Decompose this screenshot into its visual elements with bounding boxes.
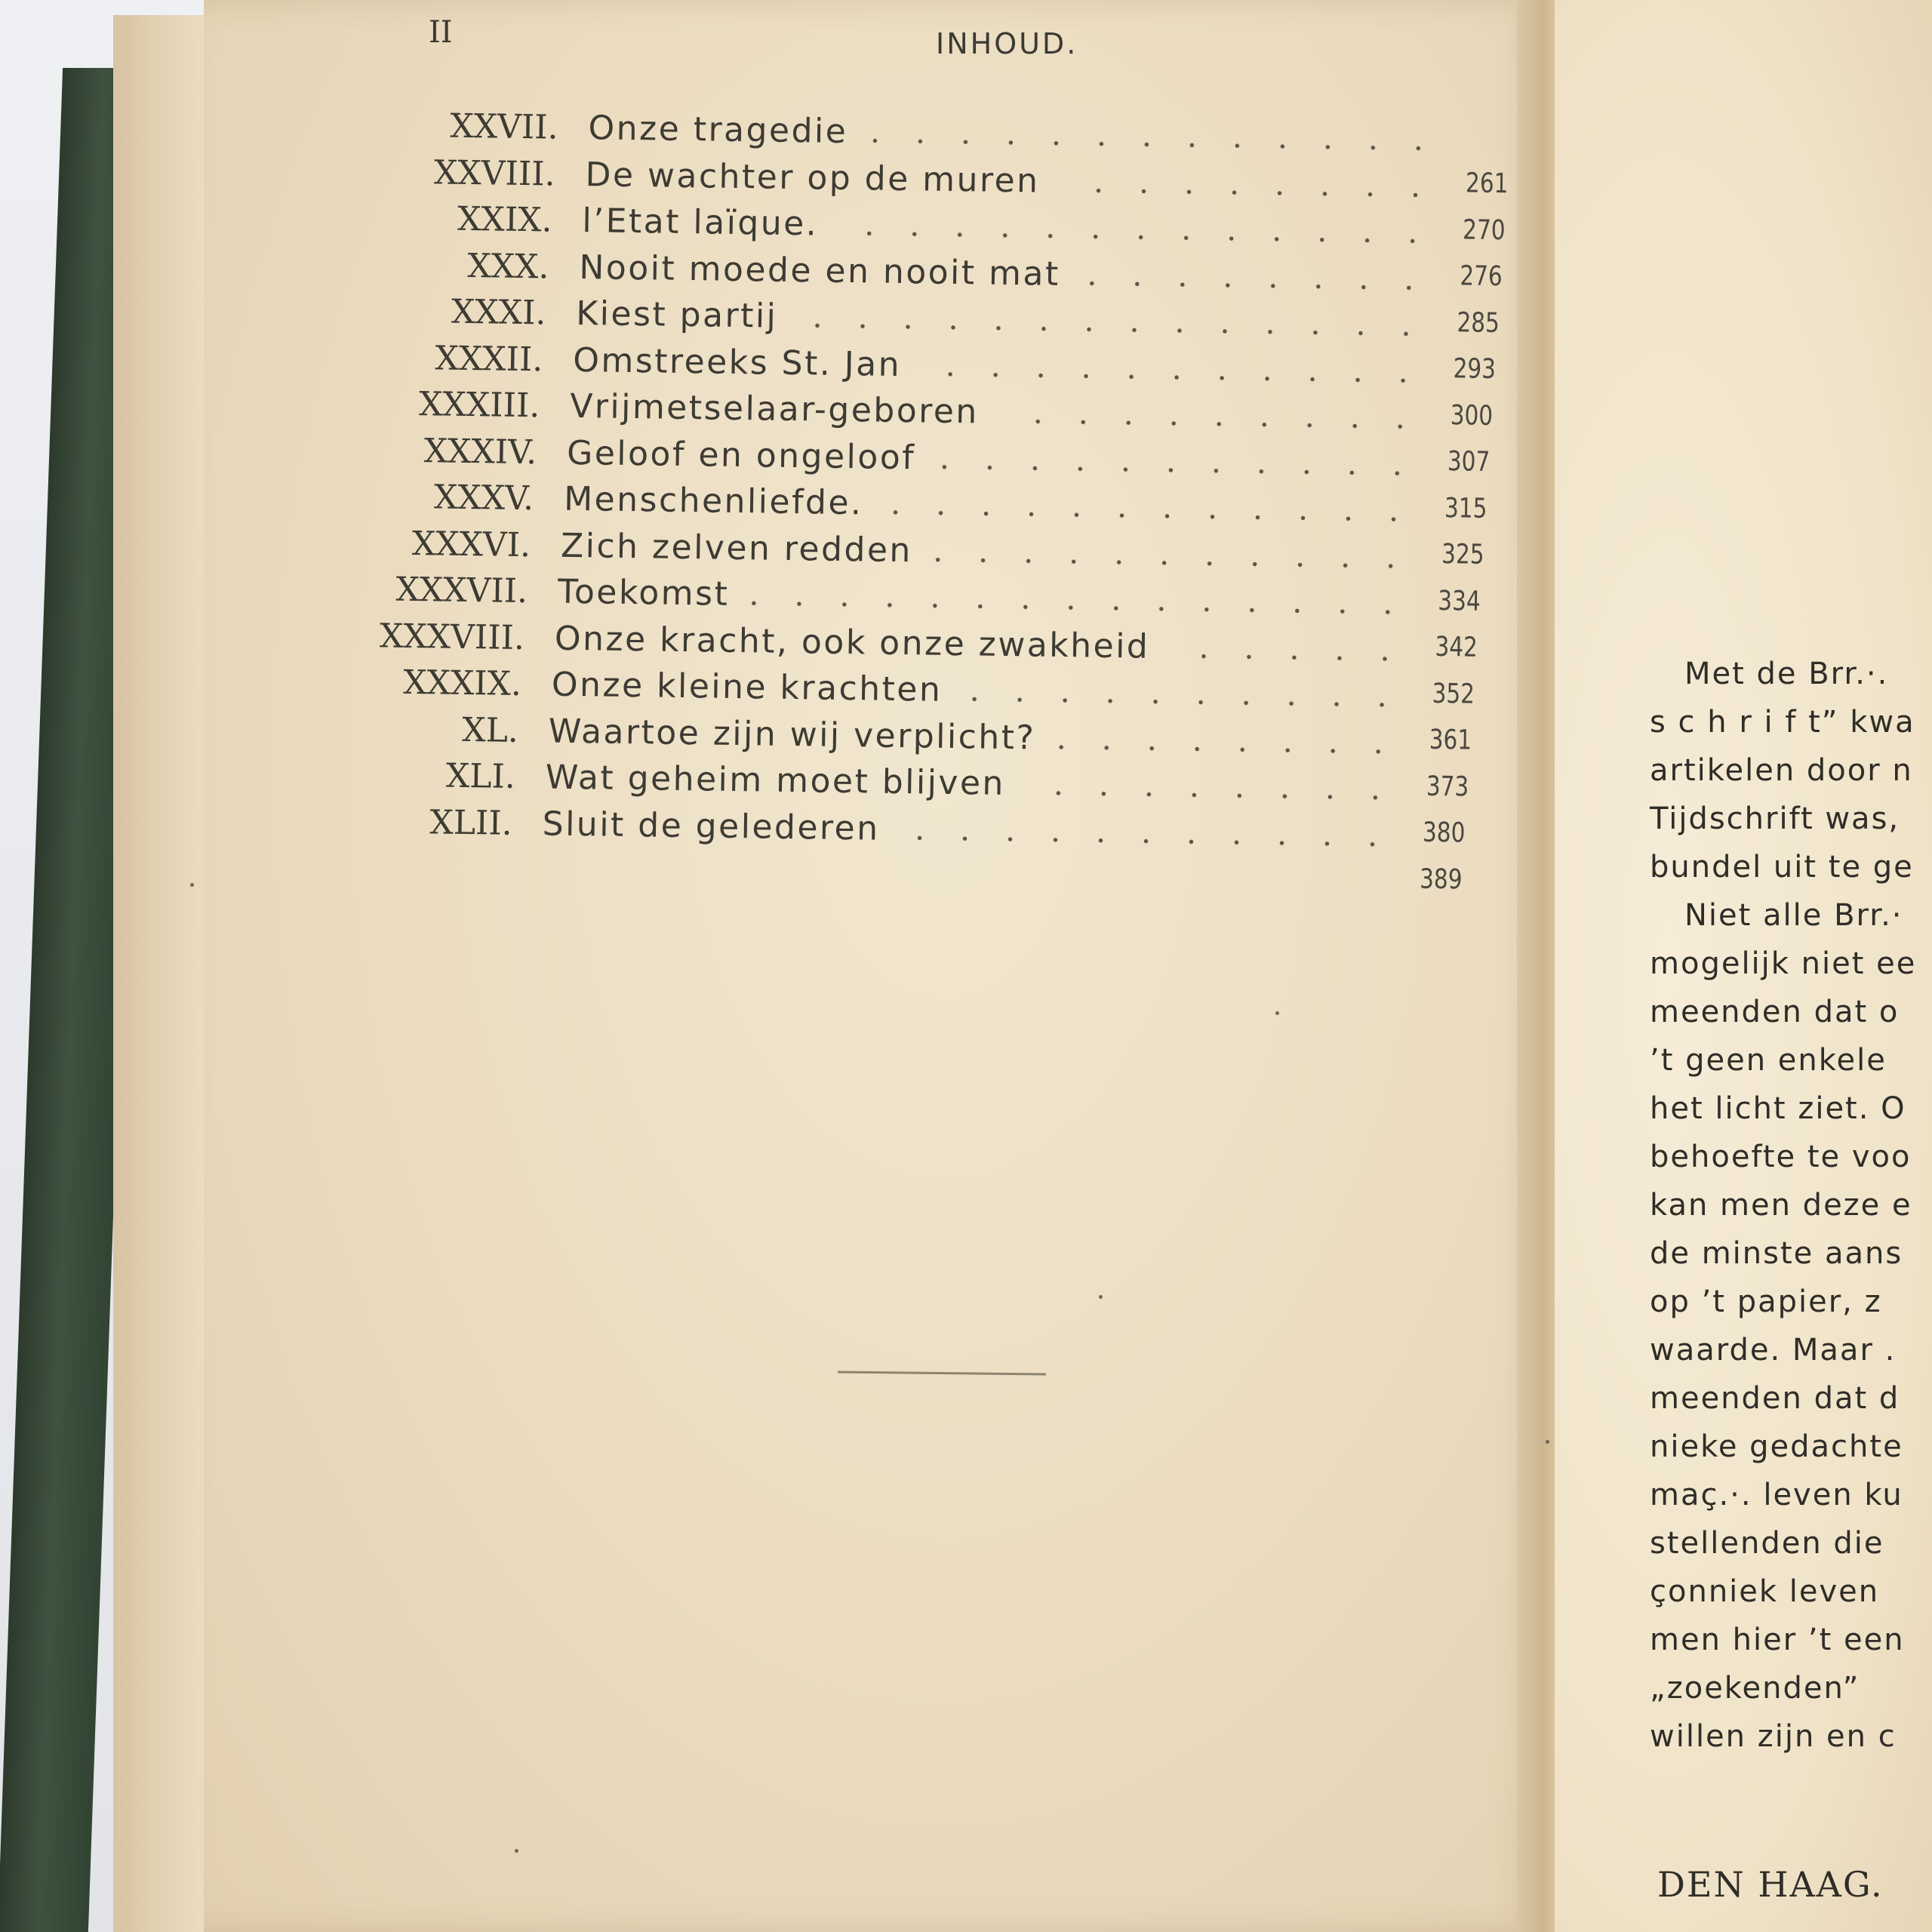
body-text-line: de minste aans (1650, 1236, 1903, 1271)
dot-leader (1023, 790, 1398, 800)
body-text-line: behoefte te voo (1650, 1140, 1912, 1174)
body-text-line: mogelijk niet ee (1650, 946, 1917, 981)
chapter-numeral: XXVII. (450, 106, 558, 147)
chapter-page-number: 315 (1444, 492, 1487, 525)
chapter-title: l’Etat laïque. (582, 202, 819, 244)
body-text-line: meenden dat d (1650, 1381, 1900, 1416)
chapter-page-number: 389 (1420, 863, 1463, 895)
chapter-page-number: 293 (1453, 353, 1497, 386)
chapter-numeral: XXVIII. (433, 152, 555, 194)
chapter-title: Onze kracht, ook onze zwakheid (554, 619, 1150, 666)
dot-leader (934, 464, 1420, 475)
chapter-title: Wat geheim moet blijven (545, 758, 1006, 803)
body-text-line: kan men deze e (1650, 1188, 1912, 1223)
dot-leader (931, 557, 1414, 568)
chapter-title: Waartoe zijn wij verplicht? (548, 712, 1036, 758)
dot-leader (1057, 187, 1438, 197)
body-text-line: willen zijn en c (1650, 1719, 1897, 1754)
paper-speck (190, 883, 194, 887)
chapter-numeral: XL. (461, 710, 519, 750)
chapter-title: Toekomst (557, 572, 730, 614)
chapter-page-number: 261 (1466, 168, 1509, 200)
dot-leader (795, 323, 1429, 337)
dot-leader (1168, 653, 1407, 660)
paper-speck (1546, 1440, 1549, 1444)
paper-speck (1275, 1011, 1279, 1015)
dot-leader (997, 419, 1423, 429)
right-page-text (1650, 657, 1932, 1767)
body-text-line: çonniek leven (1650, 1574, 1880, 1609)
dot-leader (881, 510, 1417, 522)
dot-leader (1054, 744, 1401, 753)
chapter-numeral: XXXI. (451, 292, 546, 333)
body-text-line: Niet alle Brr.· (1684, 898, 1903, 933)
running-head: INHOUD. (936, 27, 1078, 60)
chapter-numeral: XXXVII. (395, 570, 528, 611)
chapter-numeral: XXXIV. (423, 431, 537, 472)
chapter-page-number: 373 (1426, 771, 1469, 803)
chapter-page-number: 307 (1447, 446, 1491, 478)
chapter-numeral: XXXVIII. (379, 616, 525, 657)
chapter-title: De wachter op de muren (585, 155, 1040, 201)
chapter-title: Zich zelven redden (560, 526, 913, 570)
chapter-numeral: XXXV. (433, 478, 534, 518)
chapter-title: Kiest partij (576, 294, 778, 336)
dot-leader (747, 601, 1411, 614)
dot-leader (919, 371, 1426, 383)
body-text-line: maç.·. leven ku (1650, 1478, 1903, 1512)
chapter-numeral: XXXIII. (418, 385, 540, 426)
body-text-line: het licht ziet. O (1650, 1091, 1906, 1126)
body-text-line: s c h r i f t” kwa (1650, 705, 1915, 740)
chapter-page-number: 334 (1438, 585, 1481, 617)
chapter-page-number: 270 (1463, 214, 1506, 246)
chapter-title: Onze kleine krachten (551, 665, 943, 709)
chapter-numeral: XXXVI. (411, 524, 531, 565)
chapter-title: Geloof en ongeloof (566, 433, 916, 477)
paper-speck (515, 1849, 518, 1853)
body-text-line: op ’t papier, z (1650, 1284, 1882, 1319)
chapter-numeral: XXX. (467, 246, 549, 286)
signoff-place: DEN HAAG. (1657, 1864, 1884, 1905)
body-text-line: bundel uit te ge (1650, 850, 1914, 884)
chapter-title: Nooit moede en nooit mat (579, 248, 1061, 294)
table-of-contents (351, 106, 1540, 952)
body-text-line: nieke gedachte (1650, 1429, 1903, 1464)
body-text-line: waarde. Maar . (1650, 1333, 1897, 1367)
dot-leader (866, 138, 1441, 151)
chapter-page-number: 276 (1459, 260, 1503, 293)
chapter-page-number: 361 (1429, 724, 1472, 756)
chapter-title: Vrijmetselaar-geboren (569, 386, 980, 432)
page-number: II (429, 15, 453, 50)
dot-leader (960, 697, 1404, 707)
chapter-numeral: XLI. (445, 756, 516, 796)
chapter-numeral: XXXII. (435, 338, 543, 379)
chapter-title: Sluit de gelederen (542, 804, 880, 848)
body-text-line: Tijdschrift was, (1650, 801, 1900, 836)
chapter-numeral: XLII. (429, 802, 513, 843)
dot-leader (836, 231, 1435, 244)
chapter-title: Omstreeks St. Jan (572, 340, 902, 384)
body-text-line: artikelen door n (1650, 753, 1913, 788)
chapter-title: Onze tragedie (588, 109, 848, 151)
body-text-line: men hier ’t een (1650, 1623, 1905, 1657)
body-text-line: Met de Brr.·. (1684, 657, 1889, 691)
chapter-title: Menschenliefde. (563, 479, 863, 523)
chapter-page-number: 300 (1450, 399, 1494, 432)
body-text-line: stellenden die (1650, 1526, 1884, 1561)
dot-leader (1078, 281, 1432, 291)
dot-leader (897, 835, 1395, 847)
chapter-page-number: 325 (1441, 539, 1484, 571)
chapter-numeral: XXXIX. (402, 663, 522, 704)
chapter-page-number: 285 (1456, 306, 1500, 339)
paper-speck (1099, 1295, 1103, 1299)
body-text-line: ’t geen enkele (1650, 1043, 1887, 1078)
chapter-page-number: 380 (1423, 817, 1466, 849)
chapter-numeral: XXIX. (457, 199, 552, 240)
chapter-page-number: 342 (1435, 631, 1478, 663)
chapter-page-number: 352 (1432, 678, 1475, 710)
body-text-line: „zoekenden” (1650, 1671, 1860, 1706)
body-text-line: meenden dat o (1650, 995, 1900, 1029)
